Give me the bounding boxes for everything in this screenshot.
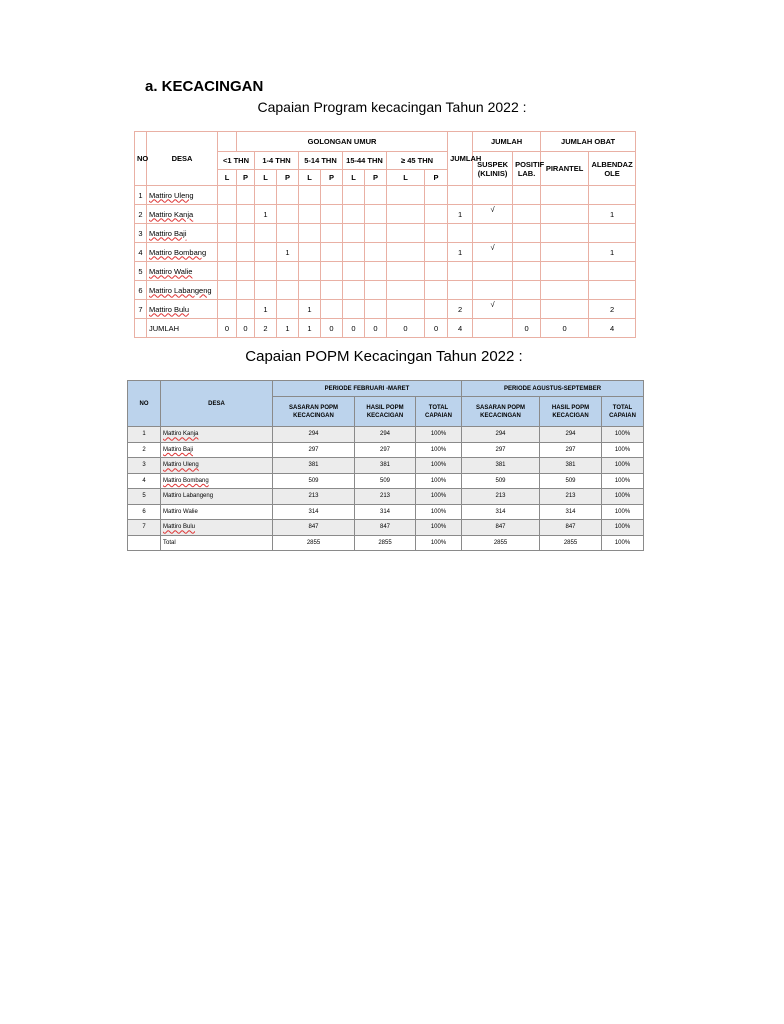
cell-value [299, 262, 321, 281]
row-desa [161, 473, 273, 489]
section-heading: a. KECACINGAN [145, 78, 264, 95]
cell-value [255, 262, 277, 281]
cell-value [513, 281, 541, 300]
cell-value [277, 224, 299, 243]
col-no: NO [128, 381, 161, 427]
cell-value: 100% [416, 504, 462, 520]
cell-value [237, 281, 255, 300]
cell-value [365, 205, 387, 224]
desa-name: Mattiro Walie [163, 508, 198, 515]
row-no: 3 [135, 224, 147, 243]
col-age-lt1: <1 THN [218, 152, 255, 170]
cell-value [473, 281, 513, 300]
col-periode-agu-sep: PERIODE AGUSTUS-SEPTEMBER [462, 381, 644, 397]
cell-value: 294 [540, 427, 602, 443]
cell-value [237, 243, 255, 262]
cell-value [365, 186, 387, 205]
row-desa [161, 504, 273, 520]
cell-value [513, 224, 541, 243]
popm-kecacingan-table [127, 380, 644, 551]
cell-value: 100% [602, 489, 644, 505]
col-pirantel: PIRANTEL [541, 152, 589, 186]
cell-value: √ [473, 205, 513, 224]
table-row [128, 489, 644, 505]
table-row [135, 243, 636, 262]
cell-value [473, 319, 513, 338]
table-row [128, 473, 644, 489]
row-desa [147, 205, 218, 224]
cell-value [299, 224, 321, 243]
cell-value [589, 186, 636, 205]
col-age-45plus: ≥ 45 THN [387, 152, 448, 170]
cell-value: 0 [218, 319, 237, 338]
cell-value [425, 281, 448, 300]
row-no [135, 319, 147, 338]
col-positif: POSITIF LAB. [513, 152, 541, 186]
kecacingan-program-table [134, 131, 636, 338]
desa-name: Mattiro Bulu [149, 304, 190, 314]
cell-value: 213 [355, 489, 416, 505]
cell-value [387, 224, 425, 243]
col-periode-feb-mar: PERIODE FEBRUARI -MARET [273, 381, 462, 397]
cell-value: 1 [255, 300, 277, 319]
col-albendazole: ALBENDAZOLE [589, 152, 636, 186]
row-desa [147, 243, 218, 262]
header-blank [218, 132, 237, 152]
row-desa [147, 224, 218, 243]
cell-value [299, 243, 321, 262]
row-desa [147, 300, 218, 319]
cell-value [218, 281, 237, 300]
cell-value: 297 [462, 442, 540, 458]
cell-value: 1 [448, 243, 473, 262]
table1-title: Capaian Program kecacingan Tahun 2022 : [257, 99, 527, 115]
cell-value [237, 300, 255, 319]
cell-value [513, 205, 541, 224]
cell-value [513, 262, 541, 281]
cell-value: 2855 [462, 535, 540, 551]
cell-value [218, 262, 237, 281]
cell-value: 100% [416, 427, 462, 443]
cell-value [387, 281, 425, 300]
desa-name: Total [163, 539, 176, 546]
cell-value: 2855 [355, 535, 416, 551]
cell-value: 509 [273, 473, 355, 489]
cell-value [343, 262, 365, 281]
cell-value [541, 262, 589, 281]
cell-value: 100% [602, 427, 644, 443]
cell-value: 509 [355, 473, 416, 489]
row-no: 2 [135, 205, 147, 224]
cell-value [343, 281, 365, 300]
cell-value: 213 [540, 489, 602, 505]
desa-name: Mattiro Baji [163, 446, 194, 453]
col-jumlah-h: JUMLAH [448, 132, 473, 186]
cell-value [237, 186, 255, 205]
cell-value [321, 262, 343, 281]
cell-value [425, 186, 448, 205]
row-no: 1 [135, 186, 147, 205]
col-l: L [387, 170, 425, 186]
cell-value [448, 186, 473, 205]
table-row [128, 520, 644, 536]
cell-value: 381 [355, 458, 416, 474]
cell-value: √ [473, 243, 513, 262]
col-desa: DESA [161, 381, 273, 427]
row-no: 6 [128, 504, 161, 520]
cell-value: 847 [355, 520, 416, 536]
col-p: P [365, 170, 387, 186]
cell-value: 1 [448, 205, 473, 224]
desa-name: Mattiro Walie [149, 266, 193, 276]
desa-name: Mattiro Bombang [149, 247, 207, 257]
row-desa [161, 427, 273, 443]
col-sasaran: SASARAN POPM KECACINGAN [273, 397, 355, 427]
table-row [128, 535, 644, 551]
cell-value [448, 281, 473, 300]
cell-value: 1 [299, 319, 321, 338]
cell-value [425, 300, 448, 319]
row-no: 2 [128, 442, 161, 458]
row-no: 7 [128, 520, 161, 536]
cell-value [513, 186, 541, 205]
cell-value: 381 [540, 458, 602, 474]
cell-value [448, 224, 473, 243]
cell-value: 100% [602, 504, 644, 520]
desa-name: Mattiro Uleng [163, 462, 199, 469]
cell-value [541, 243, 589, 262]
cell-value: 100% [416, 458, 462, 474]
col-suspek: SUSPEK (KLINIS) [473, 152, 513, 186]
col-sasaran: SASARAN POPM KECACINGAN [462, 397, 540, 427]
desa-name: JUMLAH [149, 323, 180, 333]
row-desa [147, 262, 218, 281]
cell-value: 0 [343, 319, 365, 338]
cell-value: 1 [277, 319, 299, 338]
cell-value: 0 [237, 319, 255, 338]
cell-value [513, 300, 541, 319]
col-l: L [343, 170, 365, 186]
cell-value: 0 [321, 319, 343, 338]
row-no: 7 [135, 300, 147, 319]
cell-value [513, 243, 541, 262]
cell-value [343, 224, 365, 243]
cell-value [321, 224, 343, 243]
table-row [135, 186, 636, 205]
table-row [128, 458, 644, 474]
cell-value [365, 281, 387, 300]
desa-name: Mattiro Bulu [163, 524, 196, 531]
col-p: P [277, 170, 299, 186]
cell-value [255, 243, 277, 262]
cell-value [277, 300, 299, 319]
cell-value: 1 [299, 300, 321, 319]
cell-value [365, 300, 387, 319]
cell-value [541, 300, 589, 319]
cell-value [237, 224, 255, 243]
col-desa: DESA [147, 132, 218, 186]
table-row [135, 300, 636, 319]
cell-value [255, 224, 277, 243]
desa-name: Mattiro Uleng [149, 190, 194, 200]
table-row [135, 224, 636, 243]
cell-value [321, 205, 343, 224]
cell-value [589, 224, 636, 243]
cell-value [541, 281, 589, 300]
col-total: TOTAL CAPAIAN [602, 397, 644, 427]
row-desa [161, 520, 273, 536]
cell-value [343, 243, 365, 262]
cell-value: 1 [277, 243, 299, 262]
cell-value [218, 205, 237, 224]
cell-value: 4 [448, 319, 473, 338]
desa-name: Mattiro Labangeng [149, 285, 212, 295]
row-no: 5 [135, 262, 147, 281]
row-desa [147, 319, 218, 338]
cell-value [425, 224, 448, 243]
row-no: 1 [128, 427, 161, 443]
cell-value [343, 186, 365, 205]
cell-value: 509 [462, 473, 540, 489]
cell-value [299, 186, 321, 205]
cell-value: 0 [513, 319, 541, 338]
cell-value: 100% [416, 442, 462, 458]
cell-value: 381 [462, 458, 540, 474]
cell-value [589, 262, 636, 281]
cell-value [448, 262, 473, 281]
cell-value: 100% [602, 473, 644, 489]
cell-value [277, 262, 299, 281]
cell-value: 294 [462, 427, 540, 443]
cell-value [218, 300, 237, 319]
cell-value: 509 [540, 473, 602, 489]
col-age-5-14: 5-14 THN [299, 152, 343, 170]
col-hasil: HASIL POPM KECACIGAN [355, 397, 416, 427]
cell-value [425, 262, 448, 281]
col-l: L [255, 170, 277, 186]
cell-value: 100% [602, 535, 644, 551]
col-age-15-44: 15-44 THN [343, 152, 387, 170]
cell-value: 2855 [273, 535, 355, 551]
row-no: 3 [128, 458, 161, 474]
row-no [128, 535, 161, 551]
cell-value [237, 262, 255, 281]
cell-value: 100% [602, 442, 644, 458]
cell-value: 4 [589, 319, 636, 338]
row-no: 4 [135, 243, 147, 262]
cell-value [541, 224, 589, 243]
cell-value [255, 281, 277, 300]
cell-value [473, 262, 513, 281]
cell-value [299, 205, 321, 224]
cell-value: 0 [541, 319, 589, 338]
cell-value: 2 [589, 300, 636, 319]
cell-value [343, 205, 365, 224]
row-no: 5 [128, 489, 161, 505]
col-p: P [425, 170, 448, 186]
cell-value: 213 [273, 489, 355, 505]
desa-name: Mattiro Bombang [163, 477, 209, 484]
cell-value: 314 [540, 504, 602, 520]
cell-value: 100% [416, 473, 462, 489]
cell-value: 2855 [540, 535, 602, 551]
row-desa [147, 281, 218, 300]
row-desa [161, 442, 273, 458]
cell-value [365, 243, 387, 262]
col-golongan-umur: GOLONGAN UMUR [237, 132, 448, 152]
cell-value [299, 281, 321, 300]
cell-value: 297 [273, 442, 355, 458]
cell-value: 1 [255, 205, 277, 224]
cell-value: 314 [273, 504, 355, 520]
cell-value: 381 [273, 458, 355, 474]
table2-title: Capaian POPM Kecacingan Tahun 2022 : [245, 348, 523, 365]
cell-value: 297 [355, 442, 416, 458]
col-total: TOTAL CAPAIAN [416, 397, 462, 427]
cell-value: 100% [602, 458, 644, 474]
cell-value [277, 281, 299, 300]
table-row [135, 262, 636, 281]
cell-value: 847 [540, 520, 602, 536]
table-row [135, 319, 636, 338]
cell-value: 0 [425, 319, 448, 338]
table-row [135, 205, 636, 224]
col-l: L [299, 170, 321, 186]
cell-value: 100% [416, 489, 462, 505]
cell-value: 100% [602, 520, 644, 536]
cell-value: 294 [355, 427, 416, 443]
col-p: P [237, 170, 255, 186]
cell-value [218, 224, 237, 243]
cell-value: 0 [387, 319, 425, 338]
cell-value [589, 281, 636, 300]
cell-value: 847 [462, 520, 540, 536]
cell-value [387, 243, 425, 262]
cell-value [387, 300, 425, 319]
cell-value [425, 205, 448, 224]
cell-value [473, 224, 513, 243]
cell-value [365, 262, 387, 281]
col-hasil: HASIL POPM KECACIGAN [540, 397, 602, 427]
cell-value [541, 205, 589, 224]
cell-value: 2 [448, 300, 473, 319]
cell-value: 314 [462, 504, 540, 520]
desa-name: Mattiro Kanja [149, 209, 194, 219]
cell-value: 314 [355, 504, 416, 520]
row-desa [161, 489, 273, 505]
cell-value [218, 243, 237, 262]
cell-value [218, 186, 237, 205]
col-age-1-4: 1-4 THN [255, 152, 299, 170]
row-desa [161, 458, 273, 474]
table-row [128, 442, 644, 458]
cell-value: 0 [365, 319, 387, 338]
cell-value [365, 224, 387, 243]
row-desa [161, 535, 273, 551]
row-no: 6 [135, 281, 147, 300]
cell-value [387, 205, 425, 224]
cell-value [387, 186, 425, 205]
col-p: P [321, 170, 343, 186]
cell-value [237, 205, 255, 224]
col-no: NO [135, 132, 147, 186]
table-row [135, 281, 636, 300]
cell-value: 100% [416, 535, 462, 551]
cell-value: 2 [255, 319, 277, 338]
cell-value [541, 186, 589, 205]
cell-value [277, 186, 299, 205]
table-row [128, 427, 644, 443]
cell-value [387, 262, 425, 281]
col-jumlah: JUMLAH [473, 132, 541, 152]
cell-value: 100% [416, 520, 462, 536]
cell-value: 213 [462, 489, 540, 505]
col-jumlah-obat: JUMLAH OBAT [541, 132, 636, 152]
cell-value [473, 186, 513, 205]
cell-value [255, 186, 277, 205]
cell-value: √ [473, 300, 513, 319]
cell-value [277, 205, 299, 224]
cell-value: 1 [589, 205, 636, 224]
row-desa [147, 186, 218, 205]
desa-name: Mattiro Kanja [163, 431, 199, 438]
cell-value: 297 [540, 442, 602, 458]
cell-value: 847 [273, 520, 355, 536]
cell-value [343, 300, 365, 319]
cell-value [321, 281, 343, 300]
cell-value: 1 [589, 243, 636, 262]
cell-value [321, 300, 343, 319]
desa-name: Mattiro Baji [149, 228, 187, 238]
cell-value [321, 186, 343, 205]
col-l: L [218, 170, 237, 186]
cell-value [321, 243, 343, 262]
row-no: 4 [128, 473, 161, 489]
desa-name: Mattiro Labangeng [163, 493, 214, 500]
cell-value [425, 243, 448, 262]
table-row [128, 504, 644, 520]
cell-value: 294 [273, 427, 355, 443]
